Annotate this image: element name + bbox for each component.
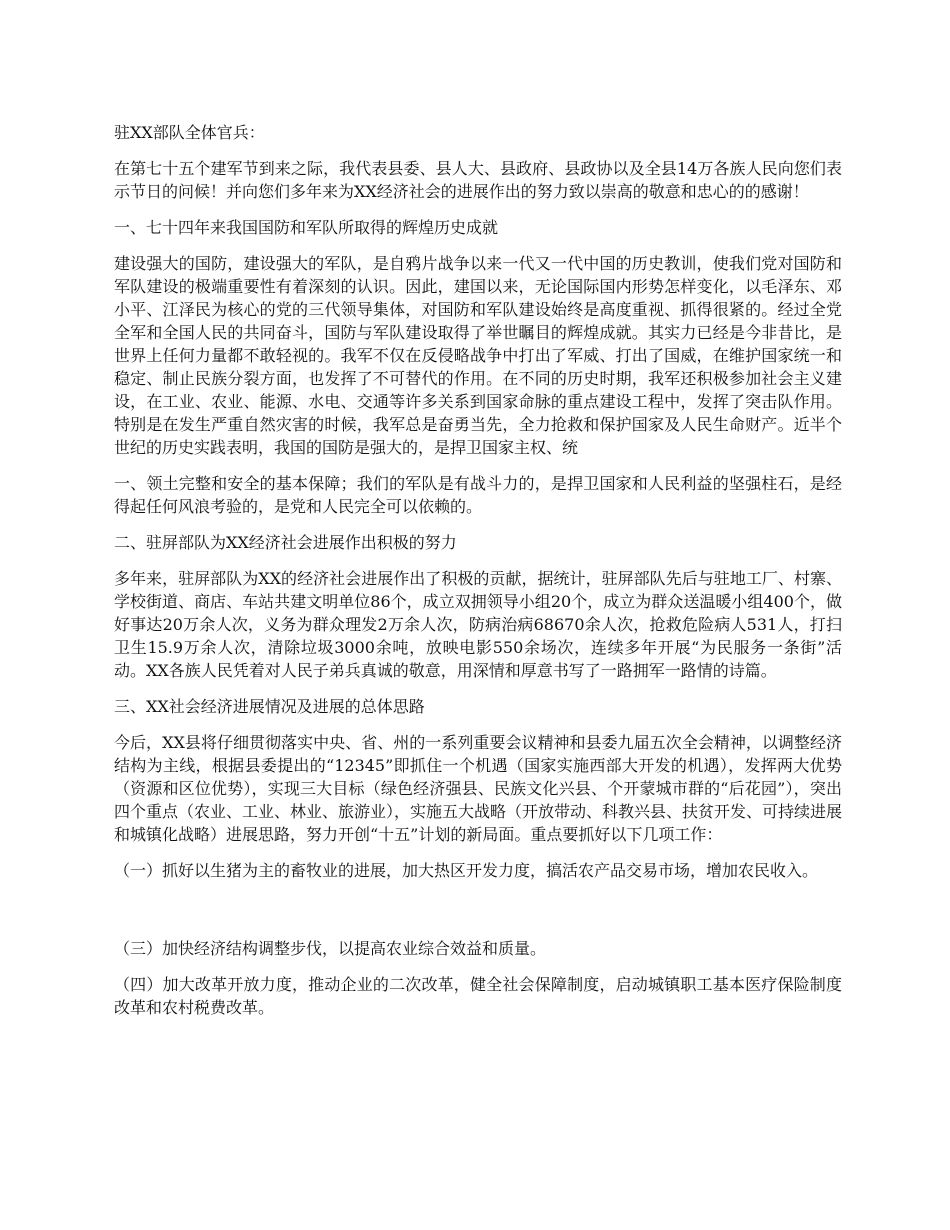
salutation: 驻XX部队全体官兵： — [114, 123, 265, 142]
section-heading-3: 三、XX社会经济进展情况及进展的总体思路 — [114, 697, 425, 716]
section-heading-1: 一、七十四年来我国国防和军队所取得的辉煌历史成就 — [114, 218, 499, 237]
paragraph-3: 多年来，驻屏部队为XX的经济社会进展作出了积极的贡献，据统计，驻屏部队先后与驻地工厂、村寨、学校街道、商店、车站共建文明单位86个，成立双拥领导小组20个，成立为群众送温暖小组400个，做好事达20万余人次，义务为群众理发2万余人次，防病治病68670余人次，抢救危险病人531人，打扫卫生15.9万余人次，清除垃圾3000余吨，放映电影550余场次，连续多年开展“为民服务一条街”活动。XX各族人民凭着对人民子弟兵真诚的敬意，用深情和厚意书写了一路拥军一路情的诗篇。 — [114, 569, 842, 680]
list-item-3: （三）加快经济结构调整步伐，以提高农业综合效益和质量。 — [114, 939, 547, 958]
list-item-4: （四）加大改革开放力度，推动企业的二次改革，健全社会保障制度，启动城镇职工基本医疗保险制度改革和农村税费改革。 — [114, 975, 842, 1017]
paragraph-2: 一、领土完整和安全的基本保障；我们的军队是有战斗力的，是捍卫国家和人民利益的坚强柱石，是经得起任何风浪考验的，是党和人民完全可以依赖的。 — [114, 474, 842, 516]
intro-paragraph: 在第七十五个建军节到来之际，我代表县委、县人大、县政府、县政协以及全县14万各族人民向您们表示节日的问候！并向您们多年来为XX经济社会的进展作出的努力致以崇高的敬意和忠心的的感谢！ — [114, 159, 842, 201]
section-heading-2: 二、驻屏部队为XX经济社会进展作出积极的努力 — [114, 533, 457, 552]
list-item-1: （一）抓好以生猪为主的畜牧业的进展，加大热区开发力度，搞活农产品交易市场，增加农民收入。 — [114, 861, 819, 880]
paragraph-1: 建设强大的国防，建设强大的军队，是自鸦片战争以来一代又一代中国的历史教训，使我们党对国防和军队建设的极端重要性有着深刻的认识。因此，建国以来，无论国际国内形势怎样变化，以毛泽东、邓小平、江泽民为核心的党的三代领导集体，对国防和军队建设始终是高度重视、抓得很紧的。经过全党全军和全国人民的共同奋斗，国防与军队建设取得了举世瞩目的辉煌成就。其实力已经是今非昔比，是世界上任何力量都不敢轻视的。我军不仅在反侵略战争中打出了军威、打出了国威，在维护国家统一和稳定、制止民族分裂方面，也发挥了不可替代的作用。在不同的历史时期，我军还积极参加社会主义建设，在工业、农业、能源、水电、交通等许多关系到国家命脉的重点建设工程中，发挥了突击队作用。特别是在发生严重自然灾害的时候，我军总是奋勇当先，全力抢救和保护国家及人民生命财产。近半个世纪的历史实践表明，我国的国防是强大的，是捍卫国家主权、统 — [114, 254, 842, 457]
blank-gap — [114, 895, 842, 937]
paragraph-4: 今后，XX县将仔细贯彻落实中央、省、州的一系列重要会议精神和县委九届五次全会精神，以调整经济结构为主线，根据县委提出的“12345”即抓住一个机遇（国家实施西部大开发的机遇），发挥两大优势（资源和区位优势），实现三大目标（绿色经济强县、民族文化兴县、个开蒙城市群的“后花园”），突出四个重点（农业、工业、林业、旅游业），实施五大战略（开放带动、科教兴县、扶贫开发、可持续进展和城镇化战略）进展思路，努力开创“十五”计划的新局面。重点要抓好以下几项工作： — [114, 733, 843, 844]
